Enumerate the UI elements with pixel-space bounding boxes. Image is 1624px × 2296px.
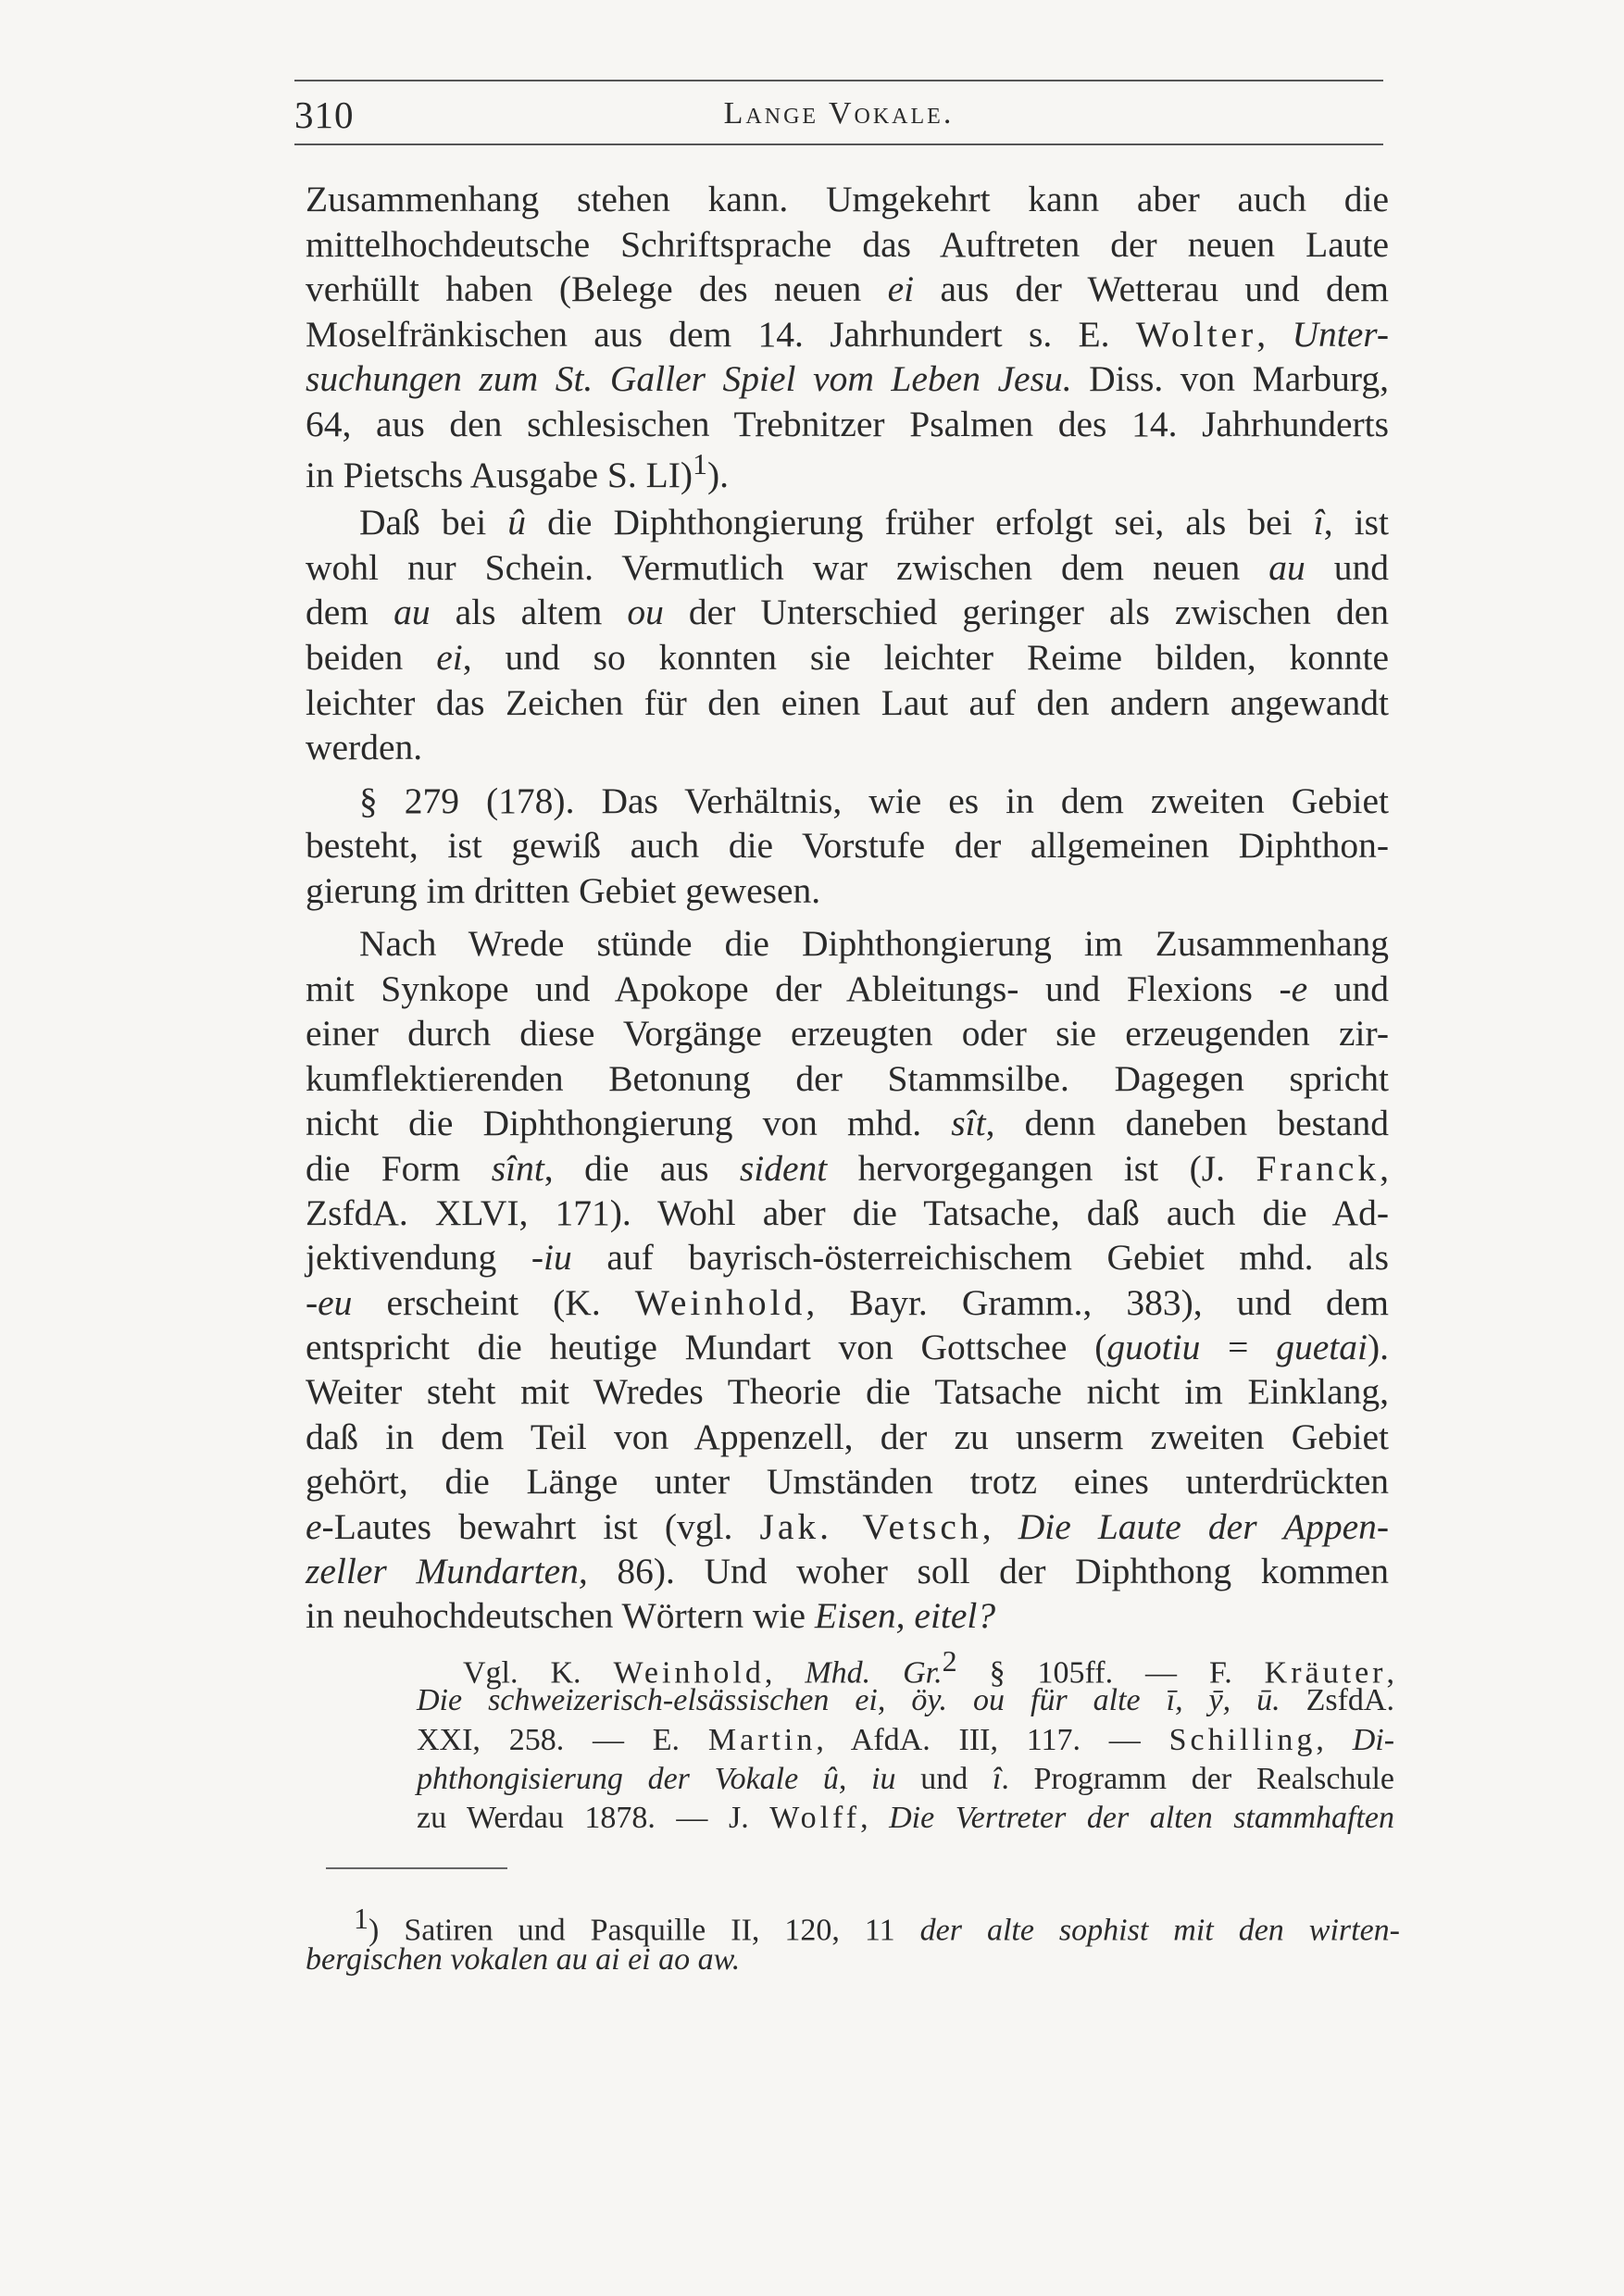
superscript: 1 [354,1902,369,1935]
italic-span: au [1268,547,1305,588]
text-span: zu Werdau 1878. — J. [417,1801,770,1835]
text-line [417,1723,1394,1758]
text-span: 86). Und woher soll der Diphthong kommen [587,1551,1389,1591]
text-line [306,178,1389,220]
text-line [306,636,1389,679]
italic-span: au [394,592,431,632]
text-line [359,922,1389,965]
spaced-name: Wolff [769,1801,861,1835]
text-span: ZsfdA. XLVI, 171). Wohl aber die Tatsache, daß auch die Ad- [306,1192,1389,1233]
text-span: mit Synkope und Apokope der Ableitungs- und Flexions [306,968,1280,1009]
text-span: ZsfdA. [1280,1683,1394,1717]
text-span: und [1307,968,1389,1009]
spaced-name: Jak. Vetsch [759,1506,982,1547]
text-line [306,1057,1389,1100]
text-line [306,1192,1389,1234]
text-line [306,223,1389,266]
text-line [417,1762,1394,1797]
text-span: erscheint (K. [352,1282,635,1323]
text-span: leichter das Zeichen für den einen Laut auf den andern angewandt [306,682,1389,723]
text-span: Nach Wrede stünde die Diphthongierung im Zusammenhang [359,923,1389,964]
text-line [306,591,1389,633]
text-line [306,1370,1389,1413]
text-line [306,447,1389,496]
text-span: aus der Wetterau und dem [914,268,1389,309]
text-span: , [981,1506,1018,1547]
spaced-name: Martin [707,1723,817,1757]
text-span: die Diphthongierung früher erfolgt sei, als bei [526,502,1314,543]
text-line [306,1236,1389,1279]
text-line [359,501,1389,543]
italic-span: guotiu [1106,1327,1201,1367]
text-line [306,546,1389,589]
italic-span: sît [951,1103,986,1143]
running-head [294,93,1383,139]
text-span: in Pietschs Ausgabe S. LI) [306,455,693,496]
italic-span: Mhd. Gr. [805,1655,943,1691]
running-title: Lange Vokale. [723,96,955,131]
text-span: , die aus [543,1148,740,1189]
text-span: , und so konnten sie leichter Reime bilden, konnte [462,637,1389,678]
text-span: nicht die Diphthongierung von mhd. [306,1103,952,1143]
text-span: Diss. von Marburg, [1071,358,1389,399]
text-line [306,403,1389,445]
spaced-name: Schilling [1168,1723,1317,1757]
italic-span: î [992,1762,1002,1796]
italic-span: sident [739,1148,828,1189]
spaced-name: Weinhold [613,1655,765,1691]
text-span: , [1256,314,1293,355]
spaced-name: Wolter [1135,314,1257,355]
italic-span: Unter- [1292,314,1389,355]
text-span: auf bayrisch-österreichischem Gebiet mhd. als [571,1237,1389,1278]
text-span: 64, aus den schlesischen Trebnitzer Psalmen des 14. Jahrhunderts [306,404,1389,444]
text-line [306,1326,1389,1368]
text-span: ). [707,455,730,496]
text-span: , [1386,1655,1394,1691]
text-line [306,1416,1389,1458]
text-span: ) Satiren und Pasquille II, 120, 11 [369,1913,920,1948]
text-line [306,1147,1389,1190]
text-span: und [1305,547,1390,588]
page-number: 310 [294,94,355,136]
italic-span: Die Laute der Appen- [1018,1506,1390,1547]
text-line [306,869,1389,912]
text-span: verhüllt haben (Belege des neuen [306,268,888,309]
text-span: XXI, 258. — E. [417,1723,708,1757]
italic-span: Eisen, eitel? [814,1595,996,1636]
text-line [306,1281,1389,1324]
text-span: kumflektierenden Betonung der Stammsilbe. Dagegen spricht [306,1058,1389,1099]
italic-span: -e [1279,968,1308,1009]
text-line [306,1012,1389,1054]
text-line [306,1594,1389,1637]
italic-span: -iu [531,1237,572,1278]
text-span: , [764,1655,806,1691]
superscript: 1 [693,447,708,480]
text-span: gierung im dritten Gebiet gewesen. [306,870,821,911]
text-line [306,1460,1389,1503]
text-span: die Form [306,1148,492,1189]
text-span: § 105ff. — F. [956,1655,1265,1691]
spaced-name: Kräuter [1264,1655,1387,1691]
text-line [306,1942,1400,1978]
superscript: 2 [942,1644,957,1678]
text-span: und [895,1762,993,1796]
italic-span: Di- [1352,1723,1395,1757]
text-span: ). [1367,1327,1389,1367]
italic-span: suchungen zum St. Galler Spiel vom Leben Jesu. [306,358,1072,399]
italic-span: ou [627,592,664,632]
italic-span: bergischen vokalen au ai ei ao aw. [306,1942,741,1977]
text-line [306,1550,1389,1592]
text-span: , [1380,1148,1389,1189]
text-span: , denn daneben bestand [985,1103,1389,1143]
text-span: als altem [430,592,628,632]
spaced-name: Weinhold [634,1282,806,1323]
text-span: hervorgegangen ist (J. [827,1148,1256,1189]
text-line [417,1683,1394,1718]
text-span: entspricht die heutige Mundart von Gottschee ( [306,1327,1107,1367]
text-span: einer durch diese Vorgänge erzeugten oder sie erzeugenden zir- [306,1013,1389,1054]
text-line [306,357,1389,400]
text-span: beiden [306,637,437,678]
text-line [306,824,1389,867]
text-span: in neuhochdeutschen Wörtern wie [306,1595,815,1636]
text-line [306,1505,1389,1548]
text-span: Moselfränkischen aus dem 14. Jahrhundert s. E. [306,314,1136,355]
header-bottom-rule [294,144,1383,145]
italic-span: î [1313,502,1324,543]
italic-span: e [306,1506,322,1547]
text-span: . Programm der Realschule [1001,1762,1395,1796]
text-line [306,268,1389,310]
text-line [306,967,1389,1010]
header-top-rule [294,80,1383,81]
italic-span: ei [887,268,915,309]
text-line [306,726,1389,768]
text-span: -Lautes bewahrt ist (vgl. [321,1506,760,1547]
spaced-name: Franck [1255,1148,1380,1189]
text-span: gehört, die Länge unter Umständen trotz eines unterdrückten [306,1461,1389,1502]
text-span: jektivendung [306,1237,531,1278]
text-span: , [860,1801,890,1835]
footnote-separator [326,1867,507,1869]
text-span: daß in dem Teil von Appenzell, der zu unserm zweiten Gebiet [306,1416,1389,1457]
text-span: Daß bei [359,502,508,543]
text-span: mittelhochdeutsche Schriftsprache das Auftreten der neuen Laute [306,224,1389,265]
italic-span: Die schweizerisch-elsässischen ei, öy. ou für alte ī, ȳ, ū. [417,1683,1280,1717]
text-span: , ist [1323,502,1389,543]
text-span: der Unterschied geringer als zwischen den [663,592,1389,632]
italic-span: phthongisierung der Vokale û, iu [417,1762,896,1796]
text-span: werden. [306,727,423,767]
text-span: , [1316,1723,1353,1757]
text-line [417,1801,1394,1836]
italic-span: -eu [306,1282,353,1323]
text-line [306,681,1389,724]
italic-span: ei [436,637,463,678]
italic-span: der alte sophist mit den wirten- [919,1913,1400,1948]
text-span: = [1200,1327,1277,1367]
italic-span: zeller Mundarten, [306,1551,588,1591]
text-span: Zusammenhang stehen kann. Umgekehrt kann aber auch die [306,179,1389,219]
italic-span: û [507,502,527,543]
italic-span: guetai [1276,1327,1368,1367]
text-span: , Bayr. Gramm., 383), und dem [806,1282,1389,1323]
text-line [306,313,1389,356]
text-span: Vgl. K. [463,1655,614,1691]
text-line [354,1902,1400,1948]
text-span: Weiter steht mit Wredes Theorie die Tatsache nicht im Einklang, [306,1371,1389,1412]
text-line [306,1102,1389,1144]
text-span: wohl nur Schein. Vermutlich war zwischen dem neuen [306,547,1269,588]
italic-span: sînt [491,1148,544,1189]
text-span: § 279 (178). Das Verhältnis, wie es in dem zweiten Gebiet [359,780,1389,821]
text-span: , AfdA. III, 117. — [816,1723,1169,1757]
text-line [359,780,1389,822]
italic-span: Die Vertreter der alten stammhaften [889,1801,1395,1835]
text-span: dem [306,592,394,632]
text-span: besteht, ist gewiß auch die Vorstufe der allgemeinen Diphthon- [306,825,1389,866]
